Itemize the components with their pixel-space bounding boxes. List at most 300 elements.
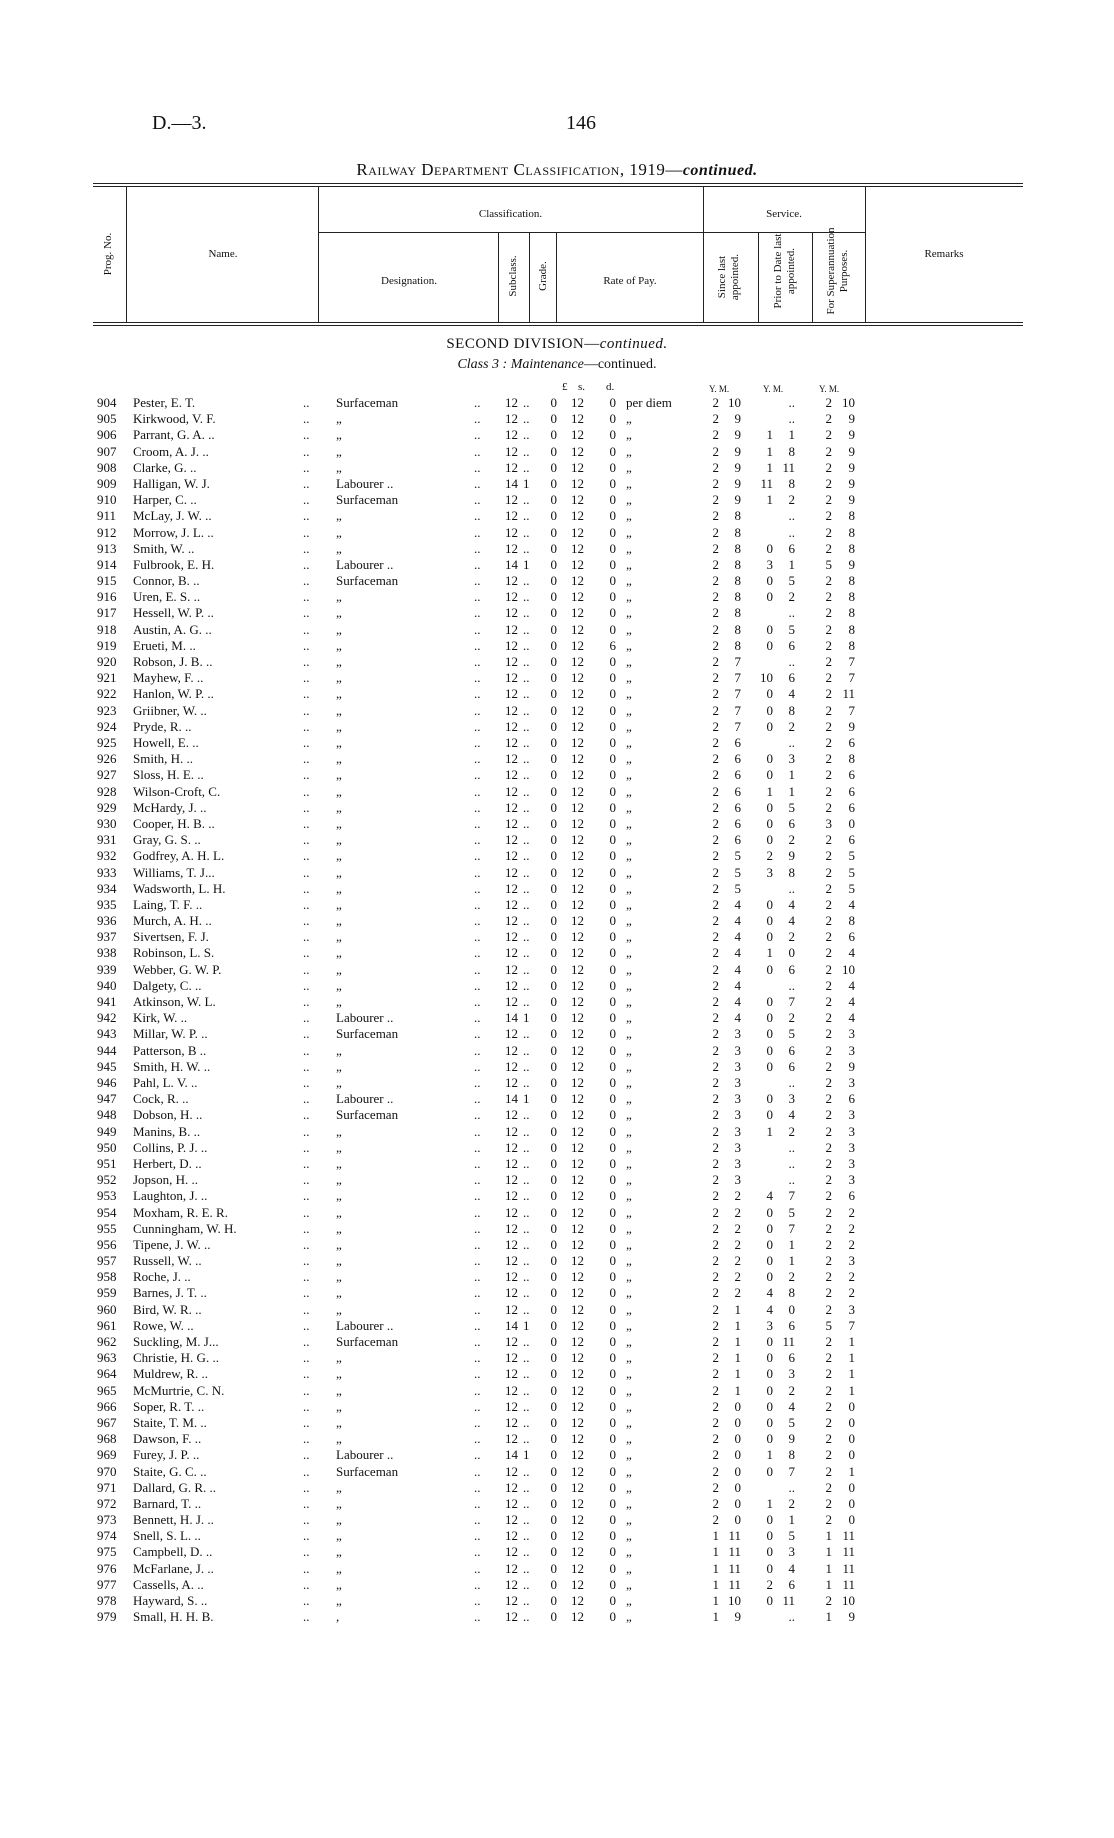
prior-months: 6 (788, 1058, 795, 1074)
super-months: 11 (842, 1560, 855, 1576)
since-years: 1 (712, 1528, 719, 1544)
leader-dots: .. (474, 459, 481, 475)
pay-pence: 0 (609, 621, 616, 637)
pay-pounds: 0 (550, 1576, 557, 1592)
leader-dots: .. (303, 1155, 310, 1171)
since-years: 2 (712, 1512, 719, 1528)
super-months: 3 (848, 1301, 855, 1317)
division-continued: continued. (599, 336, 668, 352)
pay-shillings: 12 (571, 1285, 584, 1301)
since-years: 2 (712, 1042, 719, 1058)
leader-dots: .. (474, 1139, 481, 1155)
since-years: 2 (712, 459, 719, 475)
pay-pence: 0 (609, 589, 616, 605)
prior-years: 0 (766, 1204, 773, 1220)
grade: .. (523, 540, 530, 556)
super-months: 2 (848, 1236, 855, 1252)
pay-period: „ (626, 1479, 632, 1495)
prior-months: 4 (788, 686, 795, 702)
pay-pounds: 0 (550, 654, 557, 670)
employee-name: Moxham, R. E. R. (133, 1204, 228, 1220)
prior-months: 6 (788, 1576, 795, 1592)
prior-months: .. (788, 411, 795, 427)
prior-months: 5 (788, 1528, 795, 1544)
prog-no: 966 (97, 1398, 117, 1414)
prior-months: 8 (788, 475, 795, 491)
leader-dots: .. (474, 492, 481, 508)
pay-pounds: 0 (550, 508, 557, 524)
grade: .. (523, 1576, 530, 1592)
designation: „ (336, 1301, 342, 1317)
prog-no: 949 (97, 1123, 117, 1139)
table-row (0, 557, 1114, 573)
table-row (0, 897, 1114, 913)
table-row (0, 1399, 1114, 1415)
pay-period: „ (626, 702, 632, 718)
subclass: 12 (505, 718, 518, 734)
since-years: 2 (712, 1463, 719, 1479)
grade: 1 (523, 475, 530, 491)
prog-no: 943 (97, 1026, 117, 1042)
grade: .. (523, 718, 530, 734)
table-row (0, 492, 1114, 508)
prior-years: 0 (766, 1593, 773, 1609)
super-months: 9 (848, 718, 855, 734)
pay-period: „ (626, 1172, 632, 1188)
since-months: 3 (734, 1058, 741, 1074)
leader-dots: .. (303, 459, 310, 475)
since-years: 2 (712, 1155, 719, 1171)
designation: Surfaceman (336, 1107, 399, 1123)
employee-name: Erueti, M. .. (133, 637, 196, 653)
leader-dots: .. (303, 524, 310, 540)
pay-shillings: 12 (571, 556, 584, 572)
leader-dots: .. (474, 427, 481, 443)
grade: .. (523, 880, 530, 896)
prog-no: 976 (97, 1560, 117, 1576)
since-years: 2 (712, 734, 719, 750)
subclass: 12 (505, 815, 518, 831)
designation: „ (336, 848, 342, 864)
designation: „ (336, 1074, 342, 1090)
pay-shillings: 12 (571, 880, 584, 896)
pay-shillings: 12 (571, 1253, 584, 1269)
employee-name: Collins, P. J. .. (133, 1139, 208, 1155)
leader-dots: .. (474, 1269, 481, 1285)
since-years: 2 (712, 1107, 719, 1123)
prior-months: 3 (788, 751, 795, 767)
table-row (0, 573, 1114, 589)
rule-v8 (812, 232, 813, 322)
since-months: 7 (734, 702, 741, 718)
since-years: 2 (712, 573, 719, 589)
employee-name: Jopson, H. .. (133, 1172, 199, 1188)
designation: Surfaceman (336, 1026, 399, 1042)
subclass: 12 (505, 702, 518, 718)
pay-period: „ (626, 1334, 632, 1350)
pay-pence: 0 (609, 1188, 616, 1204)
pay-pence: 0 (609, 1463, 616, 1479)
prior-years: 0 (766, 1091, 773, 1107)
super-years: 2 (825, 751, 832, 767)
employee-name: Christie, H. G. .. (133, 1350, 219, 1366)
prior-years: 0 (766, 815, 773, 831)
pay-period: „ (626, 589, 632, 605)
since-years: 2 (712, 1074, 719, 1090)
leader-dots: .. (474, 880, 481, 896)
pay-period: „ (626, 1398, 632, 1414)
table-row (0, 1269, 1114, 1285)
table-row (0, 962, 1114, 978)
grade: .. (523, 654, 530, 670)
prior-months: 7 (788, 994, 795, 1010)
table-row (0, 411, 1114, 427)
leader-dots: .. (303, 637, 310, 653)
pay-pence: 0 (609, 880, 616, 896)
prior-years: 3 (766, 864, 773, 880)
table-row (0, 1480, 1114, 1496)
leader-dots: .. (303, 1463, 310, 1479)
since-years: 2 (712, 556, 719, 572)
pay-period: „ (626, 556, 632, 572)
pay-shillings: 12 (571, 1269, 584, 1285)
since-months: 4 (734, 994, 741, 1010)
since-months: 3 (734, 1107, 741, 1123)
designation: „ (336, 1220, 342, 1236)
leader-dots: .. (303, 1204, 310, 1220)
super-months: 7 (848, 1317, 855, 1333)
prog-no: 915 (97, 573, 117, 589)
designation: „ (336, 864, 342, 880)
prior-years: 1 (766, 783, 773, 799)
super-months: 2 (848, 1204, 855, 1220)
grade: .. (523, 1366, 530, 1382)
leader-dots: .. (474, 767, 481, 783)
prior-months: 1 (788, 783, 795, 799)
pay-pence: 0 (609, 670, 616, 686)
grade: .. (523, 1334, 530, 1350)
table-row (0, 1075, 1114, 1091)
since-years: 2 (712, 395, 719, 410)
prog-no: 959 (97, 1285, 117, 1301)
prior-years: 0 (766, 1463, 773, 1479)
subclass: 12 (505, 1414, 518, 1430)
pay-shillings: 12 (571, 864, 584, 880)
grade: .. (523, 670, 530, 686)
prog-no: 908 (97, 459, 117, 475)
leader-dots: .. (474, 1512, 481, 1528)
super-years: 2 (825, 1431, 832, 1447)
prior-years: 0 (766, 621, 773, 637)
designation: „ (336, 880, 342, 896)
pay-pounds: 0 (550, 1609, 557, 1625)
super-years: 2 (825, 1495, 832, 1511)
prior-months: 9 (788, 1431, 795, 1447)
designation: „ (336, 1269, 342, 1285)
super-years: 2 (825, 1414, 832, 1430)
since-months: 8 (734, 637, 741, 653)
employee-name: Kirk, W. .. (133, 1010, 188, 1026)
prior-months: 2 (788, 1495, 795, 1511)
employee-name: Robson, J. B. .. (133, 654, 213, 670)
since-years: 2 (712, 751, 719, 767)
pay-shillings: 12 (571, 702, 584, 718)
pay-pounds: 0 (550, 783, 557, 799)
pay-pence: 0 (609, 605, 616, 621)
grade: .. (523, 1269, 530, 1285)
pay-shillings: 12 (571, 589, 584, 605)
table-row (0, 1043, 1114, 1059)
leader-dots: .. (303, 1431, 310, 1447)
since-months: 3 (734, 1172, 741, 1188)
since-months: 0 (734, 1512, 741, 1528)
pay-shillings: 12 (571, 1512, 584, 1528)
subclass: 12 (505, 411, 518, 427)
super-months: 11 (842, 1528, 855, 1544)
pay-pounds: 0 (550, 961, 557, 977)
pay-period: „ (626, 1236, 632, 1252)
prior-months: 2 (788, 492, 795, 508)
subclass: 12 (505, 1512, 518, 1528)
pay-pounds: 0 (550, 1382, 557, 1398)
pay-shillings: 12 (571, 718, 584, 734)
super-months: 11 (842, 1544, 855, 1560)
pay-pounds: 0 (550, 1091, 557, 1107)
pay-pence: 0 (609, 929, 616, 945)
grade: .. (523, 961, 530, 977)
grade: .. (523, 524, 530, 540)
employee-name: Dalgety, C. .. (133, 977, 202, 993)
leader-dots: .. (303, 605, 310, 621)
table-row (0, 1107, 1114, 1123)
pay-shillings: 12 (571, 1593, 584, 1609)
super-months: 7 (848, 702, 855, 718)
prior-months: 6 (788, 540, 795, 556)
since-months: 8 (734, 589, 741, 605)
employee-name: Pryde, R. .. (133, 718, 192, 734)
super-months: 5 (848, 864, 855, 880)
since-years: 2 (712, 1350, 719, 1366)
pay-shillings: 12 (571, 1609, 584, 1625)
pay-period: „ (626, 1317, 632, 1333)
super-months: 8 (848, 751, 855, 767)
leader-dots: .. (474, 1544, 481, 1560)
super-months: 8 (848, 540, 855, 556)
leader-dots: .. (303, 1382, 310, 1398)
subclass: 12 (505, 1253, 518, 1269)
leader-dots: .. (474, 1155, 481, 1171)
leader-dots: .. (303, 913, 310, 929)
pay-pence: 0 (609, 1091, 616, 1107)
pay-pounds: 0 (550, 427, 557, 443)
super-years: 2 (825, 1220, 832, 1236)
pay-pounds: 0 (550, 734, 557, 750)
since-years: 2 (712, 977, 719, 993)
prior-years: 0 (766, 686, 773, 702)
since-years: 2 (712, 654, 719, 670)
pay-pence: 0 (609, 1139, 616, 1155)
subclass: 12 (505, 1074, 518, 1090)
leader-dots: .. (303, 589, 310, 605)
grade: .. (523, 1560, 530, 1576)
pay-pence: 0 (609, 718, 616, 734)
pay-pence: 0 (609, 1334, 616, 1350)
subclass: 12 (505, 1301, 518, 1317)
pay-pence: 0 (609, 783, 616, 799)
prog-no: 951 (97, 1155, 117, 1171)
table-row (0, 525, 1114, 541)
prior-years: 0 (766, 896, 773, 912)
subclass: 12 (505, 1204, 518, 1220)
leader-dots: .. (303, 1058, 310, 1074)
prog-no: 963 (97, 1350, 117, 1366)
subclass: 12 (505, 589, 518, 605)
leader-dots: .. (474, 1010, 481, 1026)
prior-months: 0 (788, 1301, 795, 1317)
since-years: 2 (712, 670, 719, 686)
grade: .. (523, 1172, 530, 1188)
super-months: 4 (848, 896, 855, 912)
leader-dots: .. (474, 977, 481, 993)
pay-shillings: 12 (571, 767, 584, 783)
leader-dots: .. (303, 411, 310, 427)
leader-dots: .. (474, 1398, 481, 1414)
super-years: 2 (825, 1236, 832, 1252)
prior-unit: Y. M. (763, 384, 784, 394)
leader-dots: .. (474, 1026, 481, 1042)
subclass: 12 (505, 832, 518, 848)
leader-dots: .. (474, 654, 481, 670)
since-months: 0 (734, 1447, 741, 1463)
subclass: 12 (505, 1172, 518, 1188)
prior-months: 1 (788, 767, 795, 783)
prog-no: 907 (97, 443, 117, 459)
leader-dots: .. (303, 1609, 310, 1625)
super-months: 3 (848, 1107, 855, 1123)
leader-dots: .. (303, 508, 310, 524)
employee-name: Croom, A. J. .. (133, 443, 209, 459)
grade: .. (523, 605, 530, 621)
since-years: 2 (712, 1334, 719, 1350)
super-years: 2 (825, 1447, 832, 1463)
table-row (0, 929, 1114, 945)
pay-pounds: 0 (550, 945, 557, 961)
prog-no: 906 (97, 427, 117, 443)
prog-no: 946 (97, 1074, 117, 1090)
designation: „ (336, 1382, 342, 1398)
designation: „ (336, 1576, 342, 1592)
pay-shillings: 12 (571, 977, 584, 993)
subclass: 12 (505, 1042, 518, 1058)
since-months: 4 (734, 913, 741, 929)
super-years: 2 (825, 1398, 832, 1414)
super-years: 2 (825, 1155, 832, 1171)
prior-months: 4 (788, 1398, 795, 1414)
leader-dots: .. (303, 848, 310, 864)
since-years: 2 (712, 621, 719, 637)
pay-shillings: 12 (571, 1042, 584, 1058)
pay-period: „ (626, 1528, 632, 1544)
prog-no: 913 (97, 540, 117, 556)
employee-name: Suckling, M. J... (133, 1334, 219, 1350)
super-months: 1 (848, 1463, 855, 1479)
grade: .. (523, 1204, 530, 1220)
super-months: 3 (848, 1155, 855, 1171)
pay-pence: 0 (609, 1236, 616, 1252)
table-row (0, 1334, 1114, 1350)
super-months: 9 (848, 427, 855, 443)
designation: „ (336, 1188, 342, 1204)
prior-months: .. (788, 734, 795, 750)
subclass: 12 (505, 427, 518, 443)
pay-period: „ (626, 1058, 632, 1074)
pay-shillings: 12 (571, 1495, 584, 1511)
prior-months: 11 (782, 1334, 795, 1350)
leader-dots: .. (303, 1301, 310, 1317)
table-row (0, 444, 1114, 460)
pay-period: „ (626, 508, 632, 524)
grade: .. (523, 783, 530, 799)
leader-dots: .. (303, 1074, 310, 1090)
leader-dots: .. (303, 1253, 310, 1269)
prog-no: 929 (97, 799, 117, 815)
pay-period: „ (626, 799, 632, 815)
super-months: 6 (848, 799, 855, 815)
pay-pounds: 0 (550, 395, 557, 410)
leader-dots: .. (474, 1236, 481, 1252)
grade: 1 (523, 1091, 530, 1107)
pay-shillings: 12 (571, 799, 584, 815)
prog-no: 947 (97, 1091, 117, 1107)
subclass: 12 (505, 1188, 518, 1204)
pay-shillings: 12 (571, 1366, 584, 1382)
leader-dots: .. (474, 848, 481, 864)
leader-dots: .. (474, 1074, 481, 1090)
super-months: 3 (848, 1139, 855, 1155)
since-months: 3 (734, 1074, 741, 1090)
pay-pence: 0 (609, 1382, 616, 1398)
pay-pounds: 0 (550, 977, 557, 993)
leader-dots: .. (303, 880, 310, 896)
leader-dots: .. (303, 1544, 310, 1560)
prog-no: 938 (97, 945, 117, 961)
pay-pence: 0 (609, 1447, 616, 1463)
prior-years: 0 (766, 1560, 773, 1576)
leader-dots: .. (303, 1026, 310, 1042)
name-header: Name. (208, 248, 238, 260)
prog-no: 939 (97, 961, 117, 977)
prog-no: 918 (97, 621, 117, 637)
prog-no: 957 (97, 1253, 117, 1269)
pay-pence: 0 (609, 1512, 616, 1528)
super-years: 2 (825, 1350, 832, 1366)
pay-period: „ (626, 1301, 632, 1317)
prior-months: 3 (788, 1091, 795, 1107)
super-years: 2 (825, 475, 832, 491)
since-months: 10 (728, 395, 741, 410)
prior-months: 0 (788, 945, 795, 961)
subclass: 12 (505, 1155, 518, 1171)
pay-pence: 0 (609, 1431, 616, 1447)
designation: Surfaceman (336, 1463, 399, 1479)
prior-months: 5 (788, 621, 795, 637)
table-row (0, 848, 1114, 864)
since-years: 2 (712, 1414, 719, 1430)
pay-period: „ (626, 1269, 632, 1285)
leader-dots: .. (303, 718, 310, 734)
pay-pounds: 0 (550, 443, 557, 459)
since-months: 7 (734, 686, 741, 702)
